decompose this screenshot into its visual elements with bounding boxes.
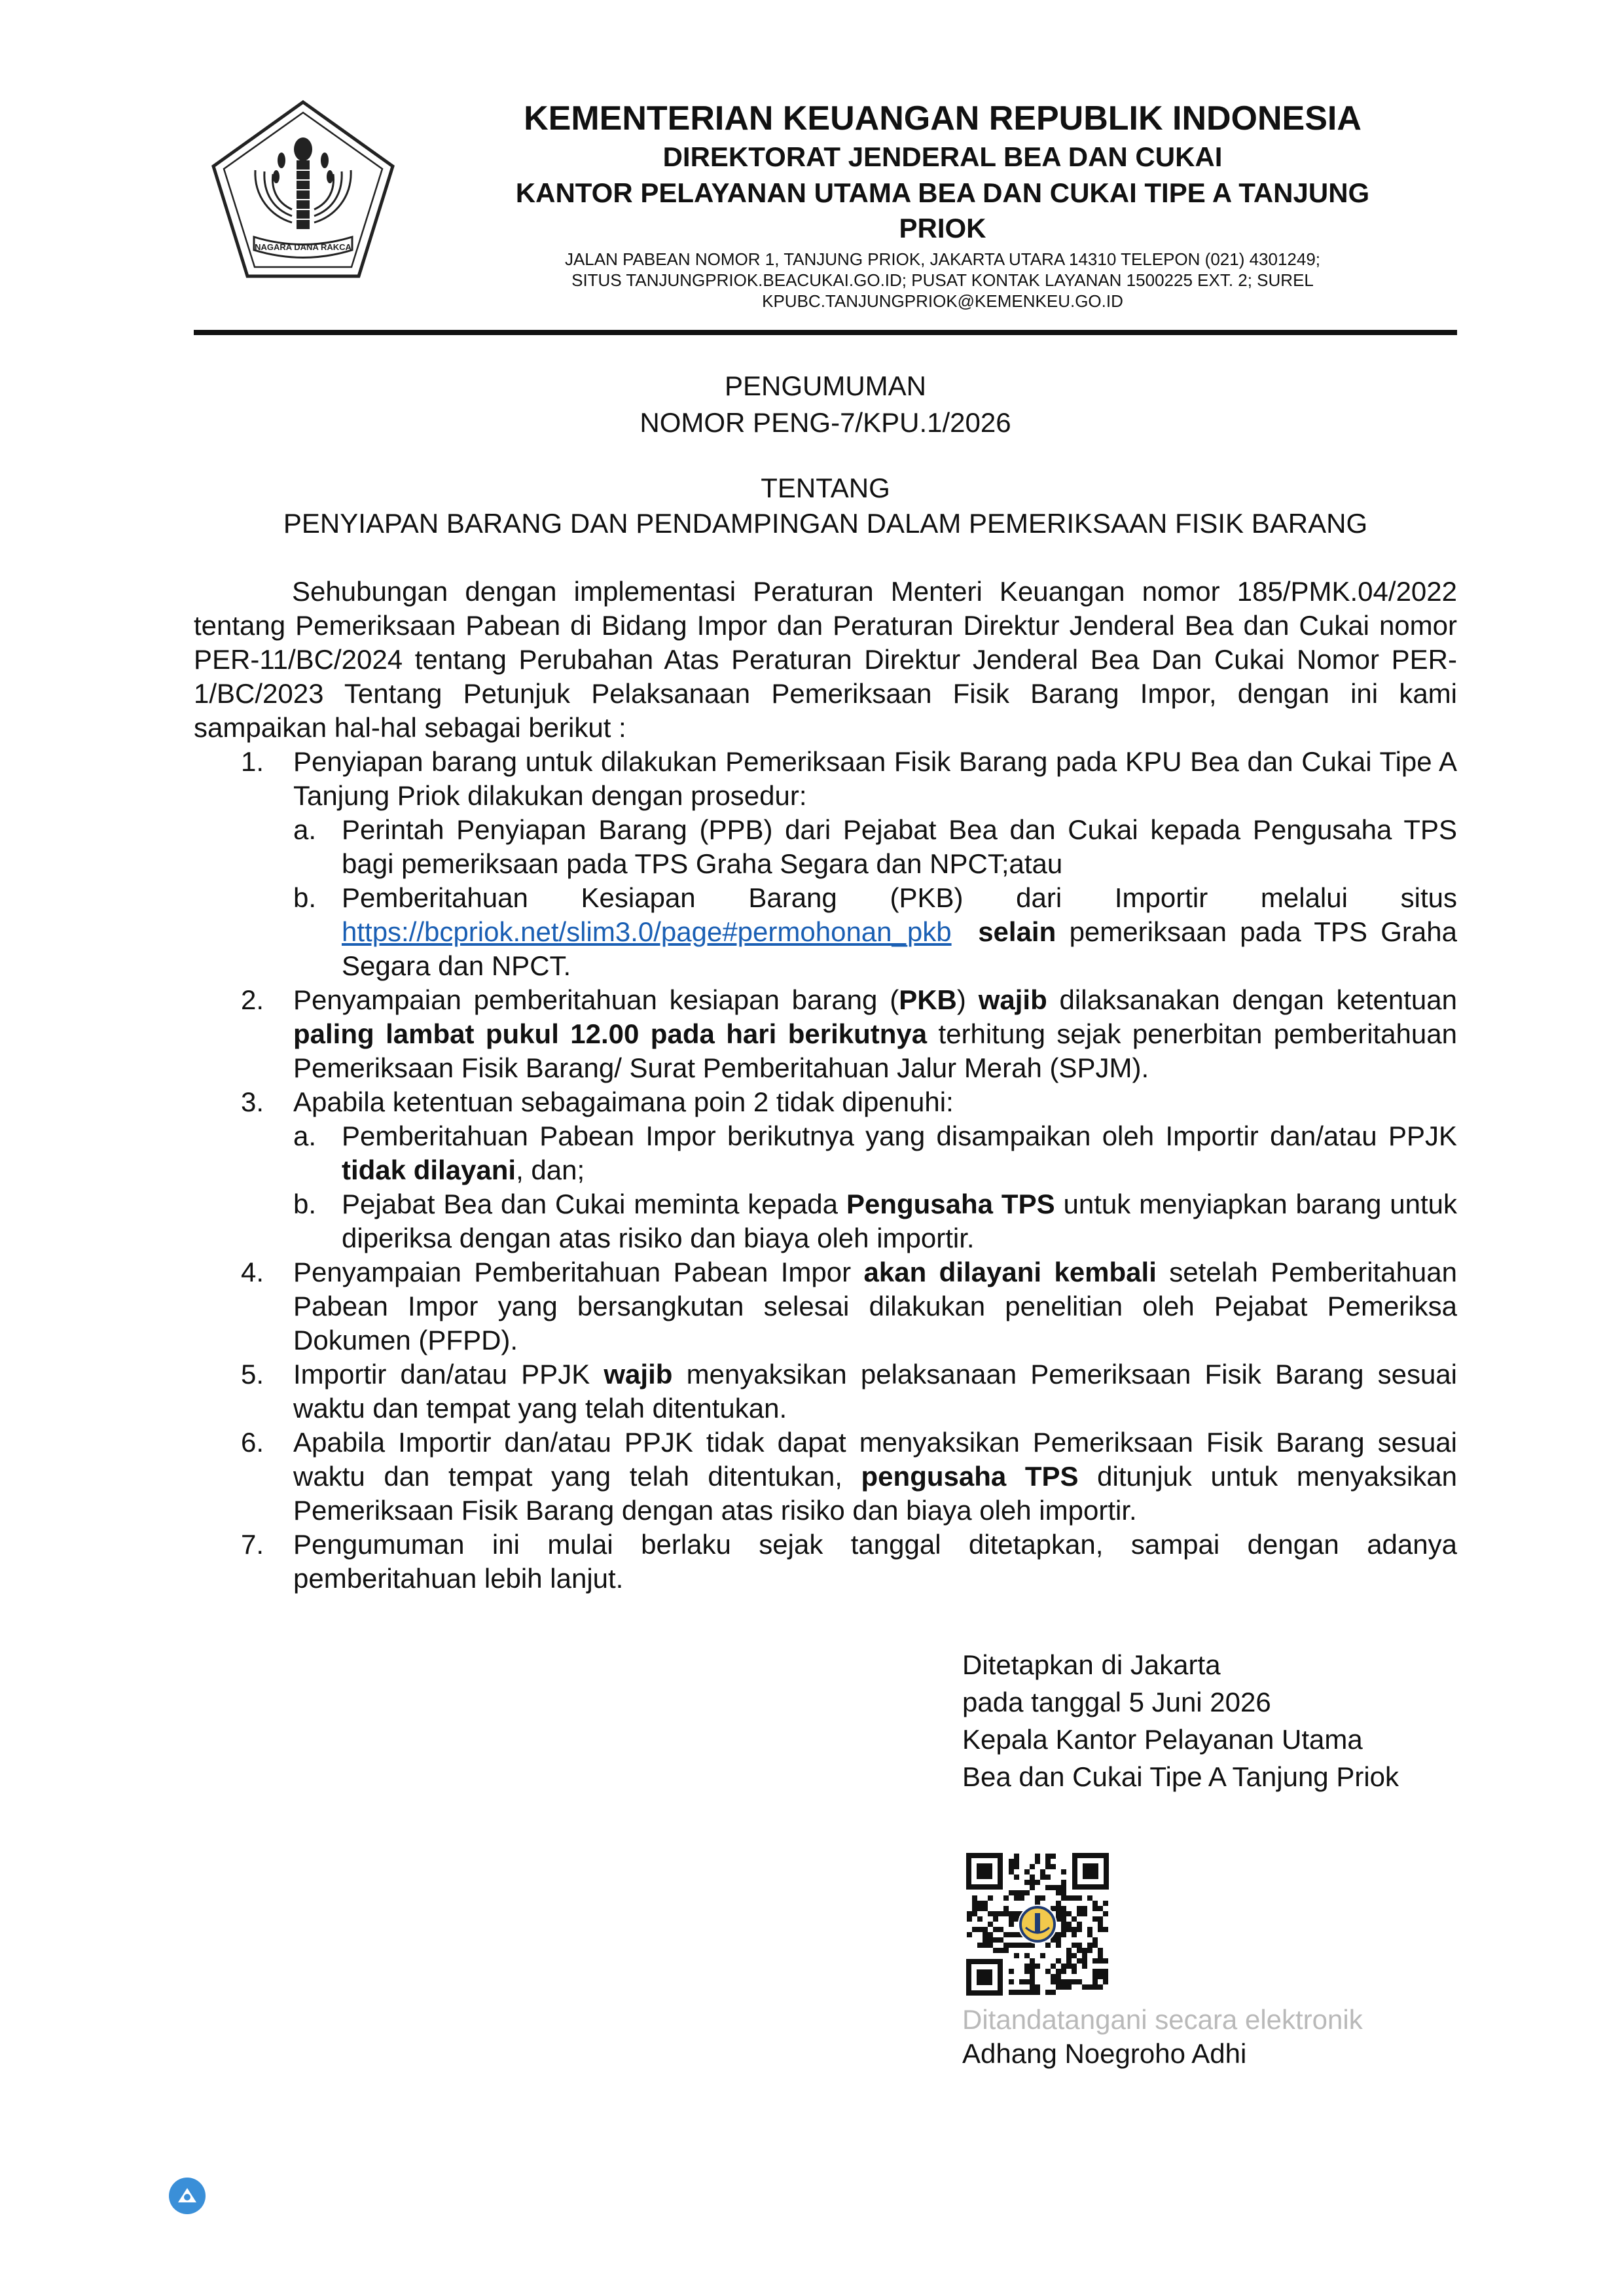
item-number: 2. (241, 984, 264, 1015)
word: dari (1016, 882, 1062, 913)
sub-item-text: , dan; (516, 1155, 585, 1185)
word: Kesiapan (581, 882, 696, 913)
sub-item-text: Pemberitahuan Pabean Impor berikutnya yang disampaikan oleh Importir dan/atau PPJK (342, 1121, 1457, 1151)
sub-item-text: pemeriksaan pada TPS Graha Segara dan NPCT. (342, 916, 1457, 981)
item-number: 5. (241, 1359, 264, 1390)
item-number: 3. (241, 1086, 264, 1117)
sub-item-letter: a. (293, 814, 317, 845)
item-text: menyaksikan pelaksanaan Pemeriksaan Fisik Barang sesuai waktu dan tempat yang telah ditentukan. (293, 1359, 1457, 1424)
pkb-portal-link[interactable]: https://bcpriok.net/slim3.0/page#permohonan_pkb (342, 916, 952, 947)
list-item (194, 1085, 1457, 1255)
bold-text: tidak dilayani (342, 1155, 516, 1185)
list-item (194, 745, 1457, 983)
word: situs (1400, 882, 1457, 913)
address-line2: SITUS TANJUNGPRIOK.BEACUKAI.GO.ID; PUSAT KONTAK LAYANAN 1500225 EXT. 2; SUREL (571, 270, 1314, 290)
about-label: TENTANG (761, 473, 890, 503)
list-item (194, 983, 1457, 1085)
bold-text: pengusaha TPS (861, 1461, 1079, 1492)
item-text: Apabila Importir dan/atau PPJK tidak dapat menyaksikan Pemeriksaan Fisik Barang sesuai waktu dan tempat yang telah ditentukan, (293, 1427, 1457, 1492)
bold-text: wajib (604, 1359, 673, 1390)
sub-item-text: Perintah Penyiapan Barang (PPB) dari Pejabat Bea dan Cukai kepada Pengusaha TPS bagi pemeriksaan pada TPS Graha Segara dan NPCT;atau (342, 814, 1457, 879)
svg-text:NAGARA DANA RAKCA: NAGARA DANA RAKCA (255, 242, 352, 252)
ministry-name: KEMENTERIAN KEUANGAN REPUBLIK INDONESIA (524, 99, 1362, 137)
address-line1: JALAN PABEAN NOMOR 1, TANJUNG PRIOK, JAKARTA UTARA 14310 TELEPON (021) 4301249; (564, 249, 1321, 269)
item-text: Penyampaian pemberitahuan kesiapan barang ( (293, 984, 899, 1015)
sub-list-item (293, 881, 1457, 983)
item-text: dilaksanakan dengan ketentuan (1047, 984, 1457, 1015)
item-number: 7. (241, 1529, 264, 1560)
list-item (194, 1357, 1457, 1426)
word: Pemberitahuan (342, 882, 528, 913)
bold-text: Pengusaha TPS (846, 1189, 1055, 1219)
announcement-subject: PENYIAPAN BARANG DAN PENDAMPINGAN DALAM PEMERIKSAAN FISIK BARANG (283, 508, 1368, 539)
signer-position-line2: Bea dan Cukai Tipe A Tanjung Priok (962, 1761, 1399, 1792)
sub-item-letter: b. (293, 882, 317, 913)
header-rule (194, 330, 1457, 335)
electronic-signature-note: Ditandatangani secara elektronik (962, 2004, 1363, 2035)
sub-list (293, 813, 1457, 983)
sub-list-item (293, 1119, 1457, 1187)
sub-item-first-line (342, 881, 1457, 915)
ministry-emblem-icon (208, 98, 398, 281)
signature-date: pada tanggal 5 Juni 2026 (962, 1687, 1271, 1717)
item-text: Penyampaian Pemberitahuan Pabean Impor (293, 1257, 864, 1287)
sub-item-text: untuk menyiapkan barang untuk diperiksa dengan atas risiko dan biaya oleh importir. (342, 1189, 1457, 1253)
qr-code-icon (962, 1849, 1113, 2000)
item-number: 1. (241, 746, 264, 777)
item-number: 4. (241, 1257, 264, 1287)
letterhead (432, 98, 1453, 312)
item-text: Apabila ketentuan sebagaimana poin 2 tidak dipenuhi: (293, 1086, 954, 1117)
office-name-line2: PRIOK (899, 213, 986, 243)
announcement-label: PENGUMUMAN (724, 370, 926, 401)
sub-list (293, 1119, 1457, 1255)
sub-list-item (293, 1187, 1457, 1255)
list-item (194, 1255, 1457, 1357)
signature-place: Ditetapkan di Jakarta (962, 1649, 1221, 1680)
main-list (194, 745, 1457, 1596)
item-text: Pengumuman ini mulai berlaku sejak tanggal ditetapkan, sampai dengan adanya pemberitahuan lebih lanjut. (293, 1529, 1457, 1594)
item-text: terhitung sejak penerbitan pemberitahuan Pemeriksaan Fisik Barang/ Surat Pemberitahuan Jalur Merah (SPJM). (293, 1018, 1457, 1083)
bold-text: PKB (899, 984, 957, 1015)
item-text: ) (956, 984, 979, 1015)
office-name-line1: KANTOR PELAYANAN UTAMA BEA DAN CUKAI TIPE A TANJUNG (515, 177, 1370, 208)
sub-list-item (293, 813, 1457, 881)
item-number: 6. (241, 1427, 264, 1458)
list-item (194, 1426, 1457, 1528)
sub-item-letter: a. (293, 1121, 317, 1151)
intro-paragraph: Sehubungan dengan implementasi Peraturan Menteri Keuangan nomor 185/PMK.04/2022 tentang Pemeriksaan Pabean di Bidang Impor dan Peraturan Direktur Jenderal Bea dan Cukai nomor PER-11/BC/2024 tentang Perubahan Atas Peraturan Direktur Jenderal Bea Dan Cukai Nomor PER-1/BC/2023 Tentang Petunjuk Pelaksanaan Pemeriksaan Fisik Barang Impor, dengan ini kami sampaikan hal-hal sebagai berikut : (194, 576, 1457, 743)
item-text: Penyiapan barang untuk dilakukan Pemeriksaan Fisik Barang pada KPU Bea dan Cukai Tipe A Tanjung Priok dilakukan dengan prosedur: (293, 746, 1457, 811)
address-line3: KPUBC.TANJUNGPRIOK@KEMENKEU.GO.ID (762, 291, 1123, 311)
word: Barang (748, 882, 837, 913)
announcement-body (194, 575, 1457, 1596)
word: (PKB) (890, 882, 964, 913)
sub-item-letter: b. (293, 1189, 317, 1219)
signature-block (962, 1646, 1399, 1795)
word: Importir (1114, 882, 1208, 913)
signer-position-line1: Kepala Kantor Pelayanan Utama (962, 1724, 1363, 1755)
bold-text: wajib (978, 984, 1047, 1015)
word: melalui (1260, 882, 1348, 913)
item-text: ditunjuk untuk menyaksikan Pemeriksaan Fisik Barang dengan atas risiko dan biaya oleh importir. (293, 1461, 1458, 1526)
bold-text: akan dilayani kembali (863, 1257, 1157, 1287)
document-stamp-icon (168, 2176, 207, 2215)
item-text: setelah Pemberitahuan Pabean Impor yang bersangkutan selesai dilakukan penelitian oleh Pejabat Pemeriksa Dokumen (PFPD). (293, 1257, 1458, 1355)
bold-text: paling lambat pukul 12.00 pada hari berikutnya (293, 1018, 928, 1049)
signer-name: Adhang Noegroho Adhi (962, 2038, 1247, 2069)
bold-text: selain (978, 916, 1056, 947)
announcement-number: NOMOR PENG-7/KPU.1/2026 (640, 407, 1011, 438)
directorate-name: DIREKTORAT JENDERAL BEA DAN CUKAI (662, 141, 1223, 172)
item-text: Importir dan/atau PPJK (293, 1359, 604, 1390)
list-item (194, 1528, 1457, 1596)
sub-item-text: Pejabat Bea dan Cukai meminta kepada (342, 1189, 846, 1219)
